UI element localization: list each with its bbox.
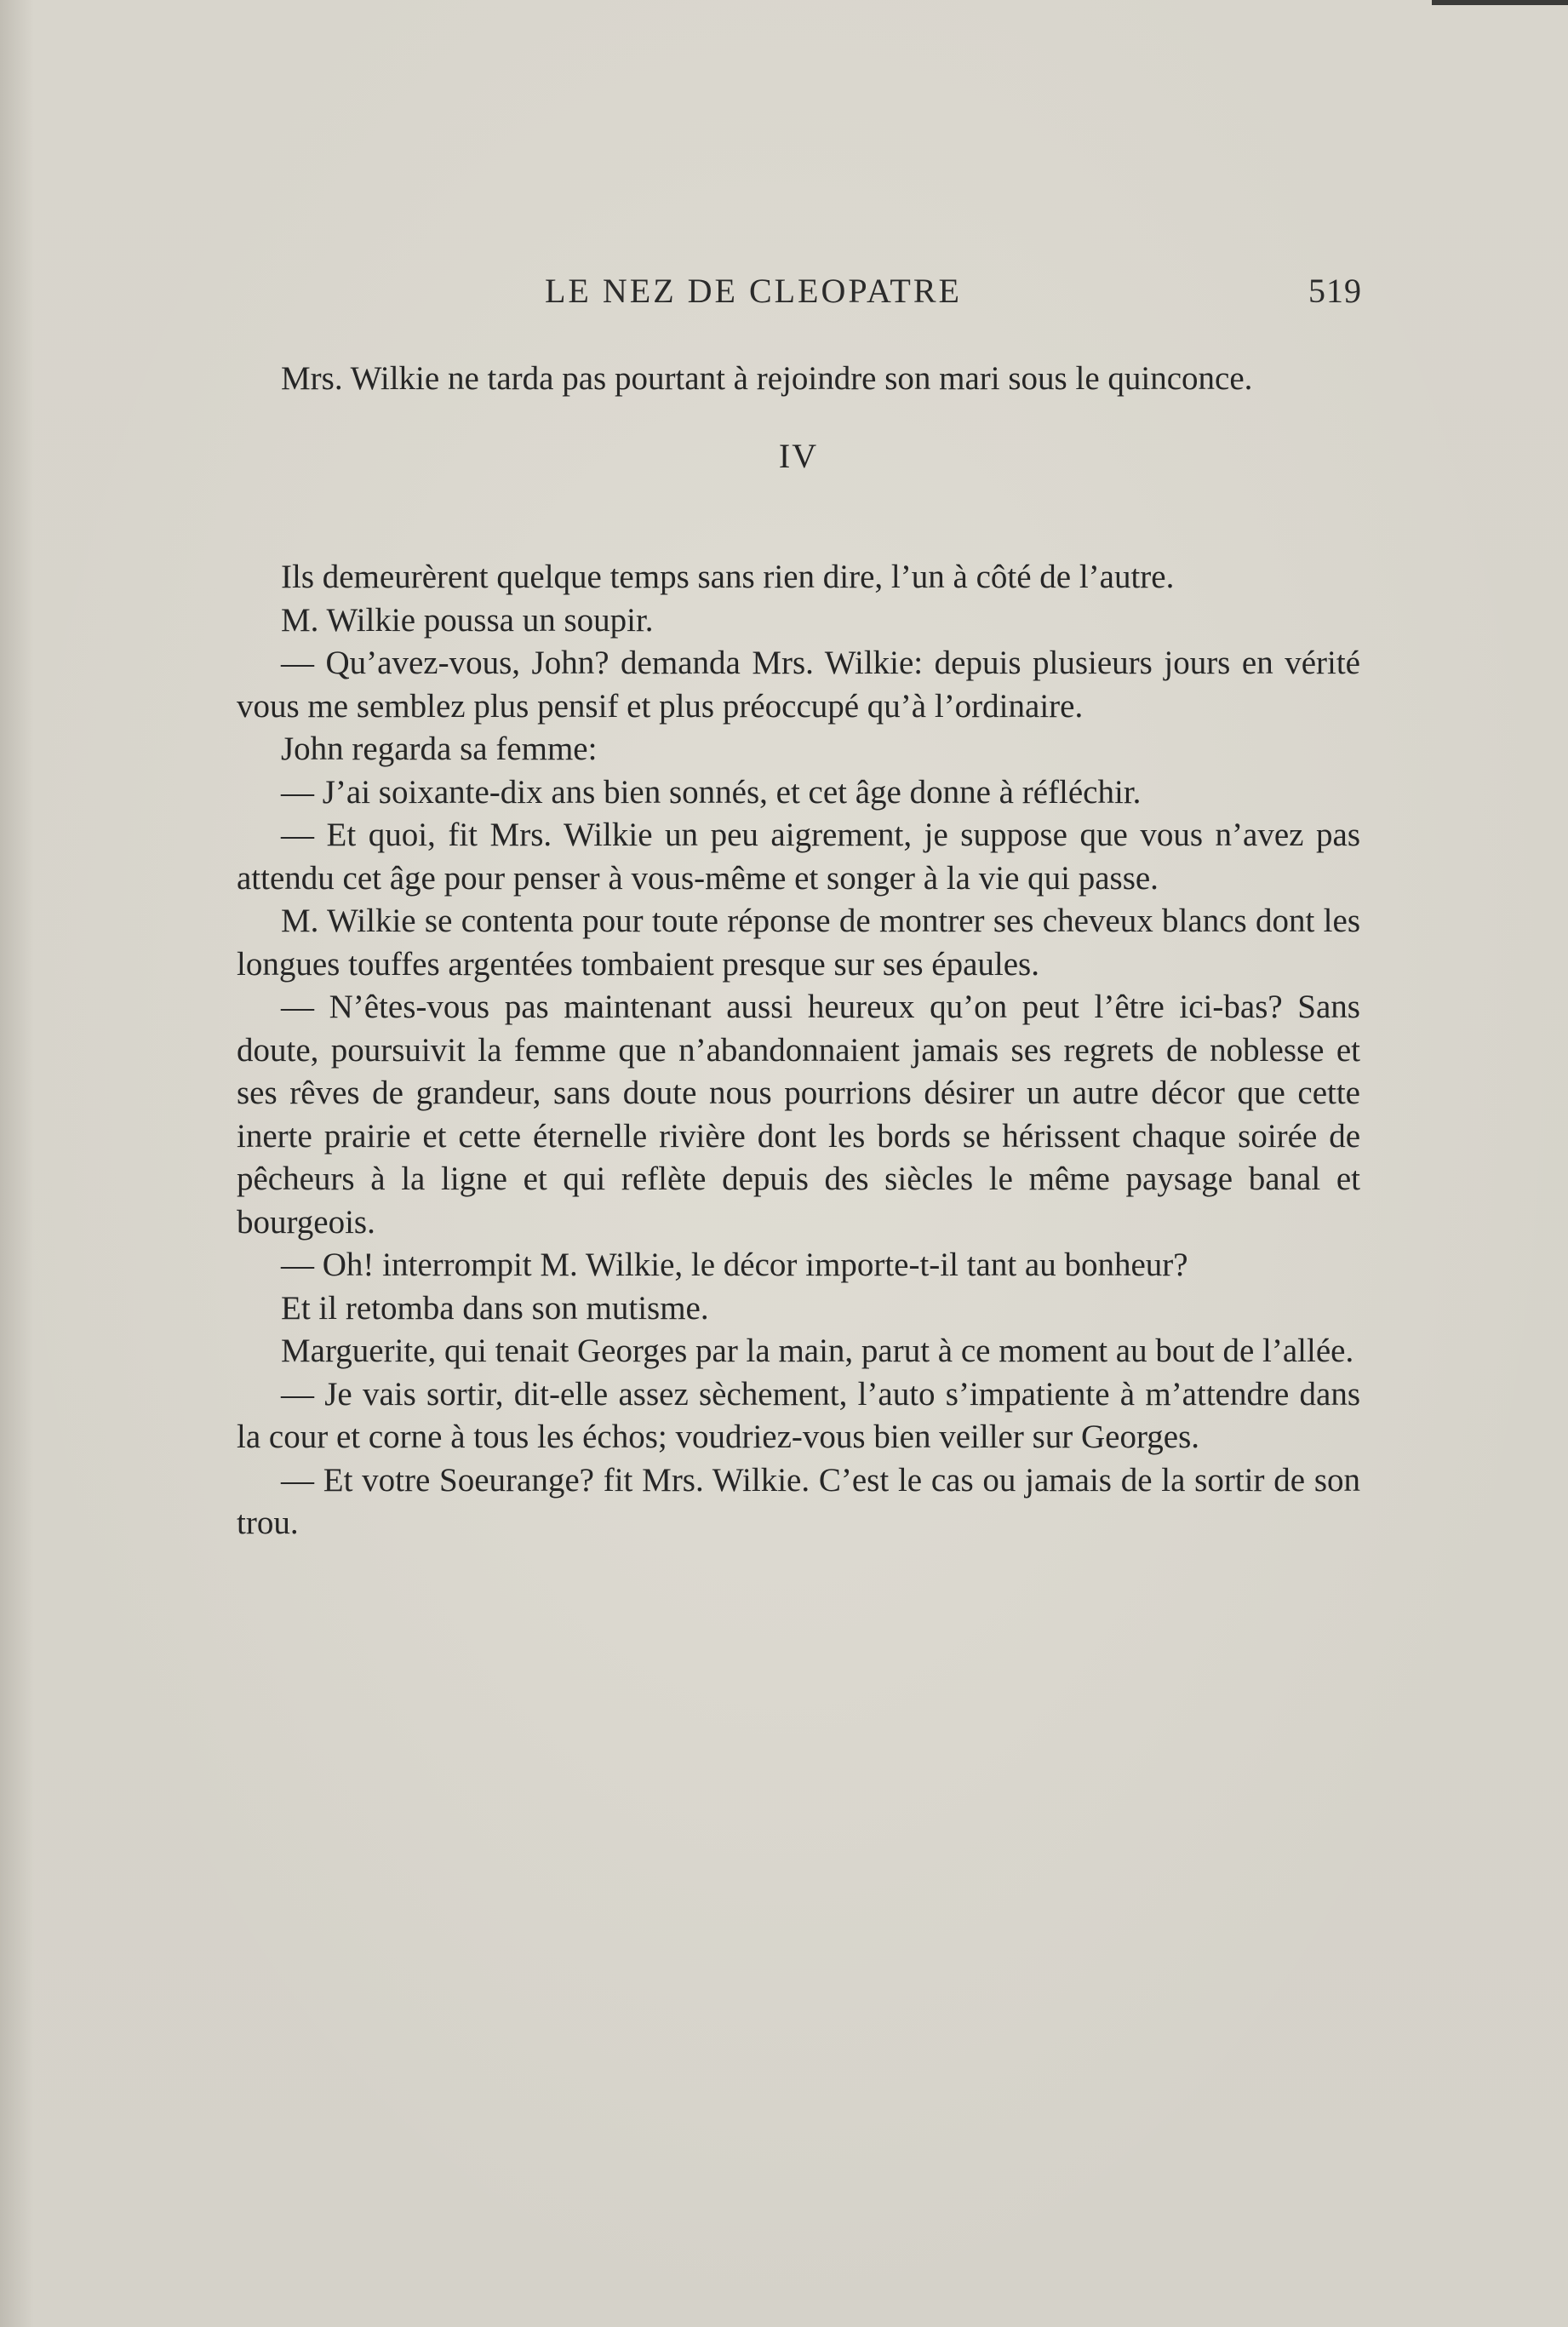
paragraph: Ils demeurèrent quelque temps sans rien dire, l’un à côté de l’autre. (281, 559, 1175, 595)
paragraph: — Qu’avez-vous, John? demanda Mrs. Wilkie: depuis plusieurs jours en vérité vous me semblez plus pensif et plus préoccupé qu’à l’ordinaire. (237, 645, 1360, 725)
paragraph: John regarda sa femme: (281, 731, 598, 767)
paragraph: M. Wilkie poussa un soupir. (281, 601, 654, 639)
paragraph: — Je vais sortir, dit-elle assez sèchement, l’auto s’impatiente à m’attendre dans la cour et corne à tous les échos; voudriez-vous bien veiller sur Georges. (237, 1375, 1360, 1455)
page-edge (1432, 0, 1568, 5)
paragraph: M. Wilkie se contenta pour toute réponse de montrer ses cheveux blancs dont les longues touffes argentées tombaient presque sur ses épaules. (237, 903, 1360, 983)
paragraph: Mrs. Wilkie ne tarda pas pourtant à rejoindre son mari sous le quinconce. (281, 360, 1253, 397)
paragraph: — N’êtes-vous pas maintenant aussi heureux qu’on peut l’être ici-bas? Sans doute, poursuivit la femme que n’abandonnaient jamais ses regrets de noblesse et ses rêves de grandeur, sans doute nous pourrions désirer un autre décor que cette inerte prairie et cette éternelle rivière dont les bords se hérissent chaque soirée de pêcheurs à la ligne et qui reflète depuis des siècles le même paysage banal et bourgeois. (237, 989, 1360, 1241)
body-text (237, 358, 1360, 1545)
running-header (281, 271, 1362, 322)
running-title: LE NEZ DE CLEOPATRE (545, 272, 962, 310)
paragraph: — J’ai soixante-dix ans bien sonnés, et cet âge donne à réfléchir. (281, 773, 1142, 811)
spine-shadow (0, 0, 34, 2327)
paragraph: Et il retomba dans son mutisme. (281, 1289, 709, 1327)
paragraph: — Et votre Soeurange? fit Mrs. Wilkie. C’est le cas ou jamais de la sortir de son trou. (237, 1461, 1360, 1541)
paragraph: — Oh! interrompit M. Wilkie, le décor importe-t-il tant au bonheur? (281, 1247, 1188, 1283)
paragraph: — Et quoi, fit Mrs. Wilkie un peu aigrement, je suppose que vous n’avez pas attendu cet âge pour penser à vous-même et songer à la vie qui passe. (237, 817, 1360, 897)
paragraph: Marguerite, qui tenait Georges par la main, parut à ce moment au bout de l’allée. (281, 1333, 1354, 1369)
page-number: 519 (1308, 272, 1362, 310)
section-number: IV (778, 436, 819, 475)
